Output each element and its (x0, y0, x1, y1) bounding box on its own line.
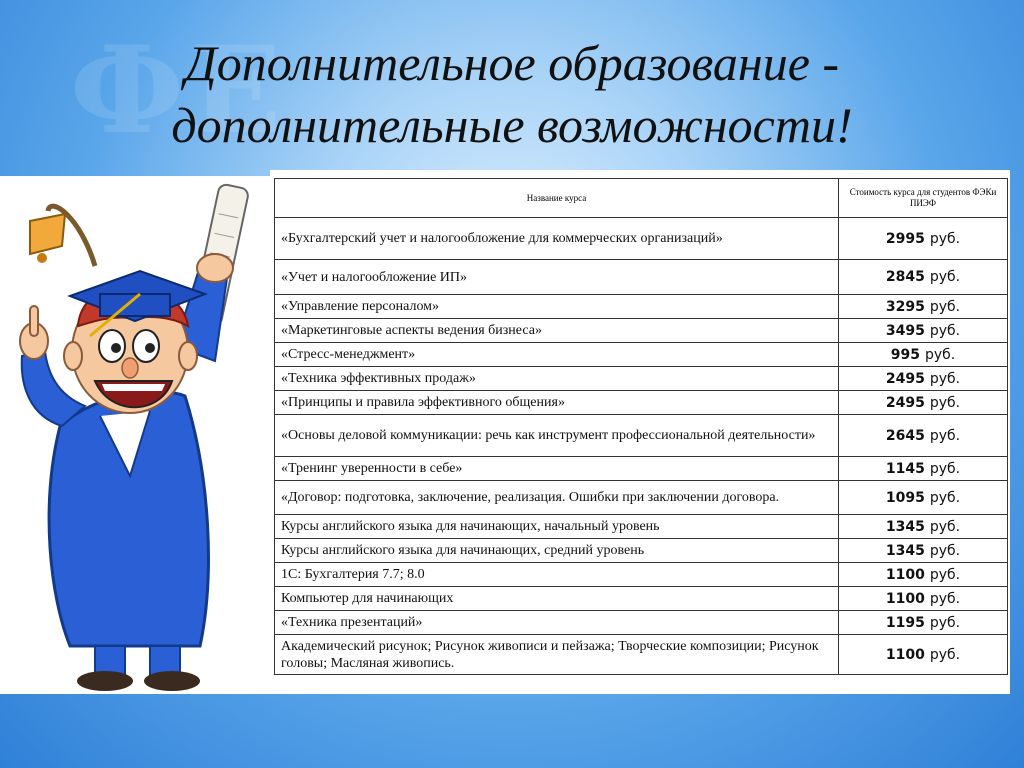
table-row (275, 319, 1008, 343)
course-price (839, 415, 1008, 457)
price-currency: руб. (929, 322, 961, 339)
price-currency: руб. (929, 370, 961, 387)
course-price (839, 218, 1008, 260)
header-course-name: Название курса (275, 179, 839, 218)
title-line-2: дополнительные возможности! (171, 97, 853, 153)
table-row (275, 295, 1008, 319)
table-row (275, 563, 1008, 587)
title-line-1: Дополнительное образование - (184, 35, 840, 91)
table-row (275, 515, 1008, 539)
course-name: «Тренинг уверенности в себе» (275, 457, 839, 481)
table-row (275, 457, 1008, 481)
price-value: 2495 (885, 370, 925, 387)
course-name: «Маркетинговые аспекты ведения бизнеса» (275, 319, 839, 343)
price-currency: руб. (929, 489, 961, 506)
price-currency: руб. (929, 614, 961, 631)
course-price (839, 587, 1008, 611)
price-value: 3495 (885, 322, 925, 339)
course-name: Курсы английского языка для начинающих, средний уровень (275, 539, 839, 563)
table-row (275, 587, 1008, 611)
price-value: 1345 (885, 542, 925, 559)
price-currency: руб. (929, 590, 961, 607)
price-value: 1095 (885, 489, 925, 506)
price-value: 995 (890, 346, 920, 363)
courses-table-panel (270, 170, 1010, 694)
price-currency: руб. (929, 427, 961, 444)
course-name: «Управление персоналом» (275, 295, 839, 319)
price-value: 3295 (885, 298, 925, 315)
table-row (275, 611, 1008, 635)
course-price (839, 611, 1008, 635)
course-price (839, 343, 1008, 367)
table-row (275, 367, 1008, 391)
course-price (839, 319, 1008, 343)
courses-table (274, 178, 1008, 675)
price-currency: руб. (924, 346, 956, 363)
price-currency: руб. (929, 394, 961, 411)
course-price (839, 391, 1008, 415)
price-value: 2845 (885, 269, 925, 285)
table-header-row (275, 179, 1008, 218)
price-value: 1145 (885, 460, 925, 477)
price-value: 1195 (885, 614, 925, 631)
course-name: Компьютер для начинающих (275, 587, 839, 611)
course-price (839, 481, 1008, 515)
price-currency: руб. (929, 566, 961, 583)
course-price (839, 457, 1008, 481)
table-row (275, 218, 1008, 260)
header-cost: Стоимость курса для студентов ФЭКи ПИЭФ (839, 179, 1008, 218)
course-name: «Стресс-менеджмент» (275, 343, 839, 367)
price-currency: руб. (929, 646, 961, 663)
price-value: 2645 (885, 427, 925, 444)
price-currency: руб. (929, 542, 961, 559)
course-name: Курсы английского языка для начинающих, начальный уровень (275, 515, 839, 539)
price-currency: руб. (929, 269, 961, 285)
course-price (839, 635, 1008, 675)
price-currency: руб. (929, 230, 961, 247)
price-value: 1100 (885, 646, 925, 663)
table-row (275, 539, 1008, 563)
price-value: 1100 (885, 566, 925, 583)
price-currency: руб. (929, 518, 961, 535)
price-value: 2495 (885, 394, 925, 411)
course-name: «Бухгалтерский учет и налогообложение для коммерческих организаций» (275, 218, 839, 260)
course-price (839, 539, 1008, 563)
price-currency: руб. (929, 298, 961, 315)
course-name: «Учет и налогообложение ИП» (275, 260, 839, 295)
table-row (275, 481, 1008, 515)
course-name: «Договор: подготовка, заключение, реализация. Ошибки при заключении договора. (275, 481, 839, 515)
course-price (839, 295, 1008, 319)
course-name: «Основы деловой коммуникации: речь как инструмент профессиональной деятельности» (275, 415, 839, 457)
price-value: 1345 (885, 518, 925, 535)
price-currency: руб. (929, 460, 961, 477)
course-price (839, 515, 1008, 539)
course-name: «Принципы и правила эффективного общения» (275, 391, 839, 415)
background-watermark: ФЕ (70, 20, 288, 161)
course-price (839, 367, 1008, 391)
table-row (275, 391, 1008, 415)
table-row (275, 415, 1008, 457)
graduate-illustration (0, 176, 272, 694)
slide-title (0, 32, 1024, 156)
course-name: «Техника эффективных продаж» (275, 367, 839, 391)
price-value: 2995 (885, 230, 925, 247)
graduate-student-icon (0, 176, 272, 694)
table-row (275, 635, 1008, 675)
table-row (275, 343, 1008, 367)
course-name: 1С: Бухгалтерия 7.7; 8.0 (275, 563, 839, 587)
course-price (839, 563, 1008, 587)
course-name: Академический рисунок; Рисунок живописи и пейзажа; Творческие композиции; Рисунок головы; Масляная живопись. (275, 635, 839, 675)
table-row (275, 260, 1008, 295)
course-price (839, 260, 1008, 295)
price-value: 1100 (885, 590, 925, 607)
course-name: «Техника презентаций» (275, 611, 839, 635)
